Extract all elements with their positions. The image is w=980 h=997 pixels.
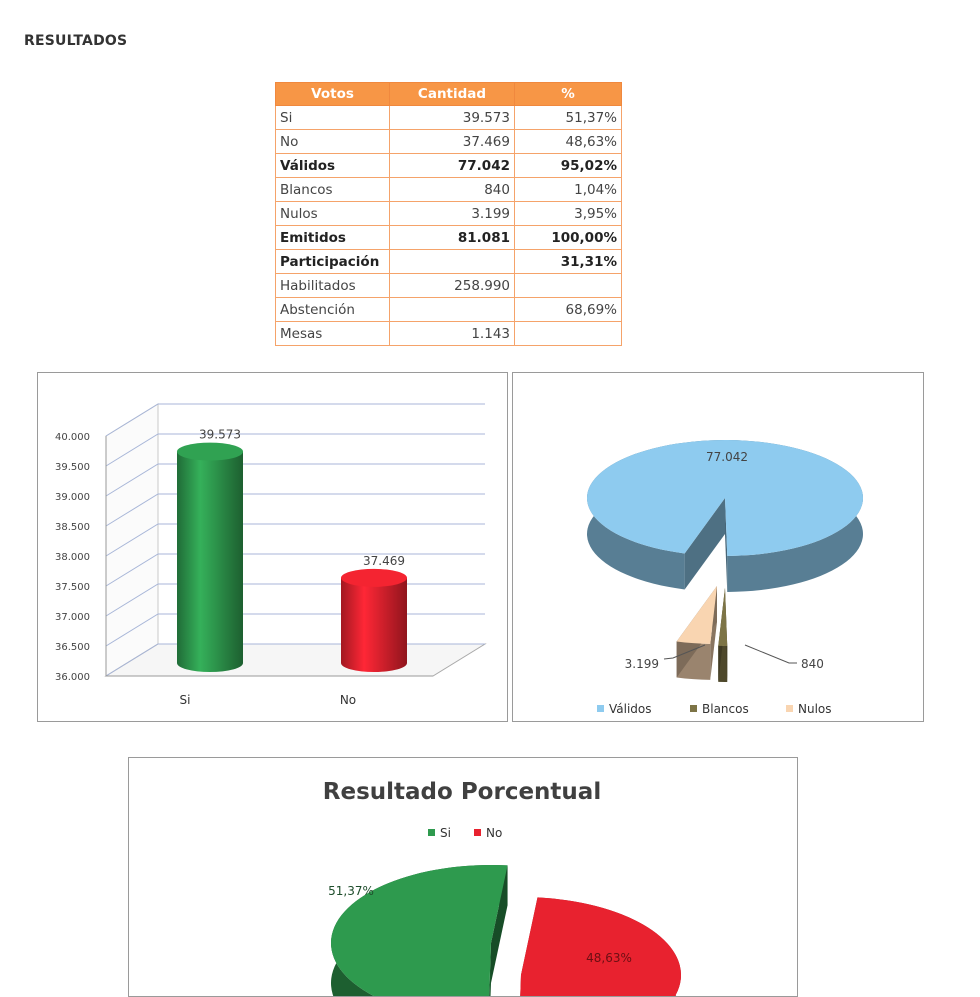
pie-chart-votos bbox=[513, 373, 923, 721]
cell-cantidad: 840 bbox=[390, 178, 515, 202]
cell-cantidad: 77.042 bbox=[390, 154, 515, 178]
cell-votos: Blancos bbox=[276, 178, 390, 202]
table-row bbox=[276, 154, 622, 178]
cell-cantidad: 81.081 bbox=[390, 226, 515, 250]
pie-chart-panel bbox=[512, 372, 924, 722]
percent-chart-panel bbox=[128, 757, 798, 997]
cell-pct: 3,95% bbox=[515, 202, 622, 226]
table-row bbox=[276, 250, 622, 274]
header-pct: % bbox=[515, 83, 622, 106]
pie-slice-nulos bbox=[677, 586, 717, 644]
legend-swatch bbox=[597, 705, 604, 712]
cell-votos: Emitidos bbox=[276, 226, 390, 250]
cell-votos: Nulos bbox=[276, 202, 390, 226]
gridline bbox=[106, 584, 485, 616]
cell-votos: No bbox=[276, 130, 390, 154]
cell-pct: 100,00% bbox=[515, 226, 622, 250]
pie-data-label: 840 bbox=[801, 657, 824, 671]
pie-slice-no bbox=[518, 897, 681, 996]
gridline bbox=[106, 464, 485, 496]
table-row bbox=[276, 298, 622, 322]
y-tick-label: 37.000 bbox=[55, 612, 90, 623]
bar-top-no bbox=[341, 569, 407, 587]
cell-pct bbox=[515, 274, 622, 298]
chart-floor bbox=[106, 644, 485, 676]
cell-pct: 1,04% bbox=[515, 178, 622, 202]
y-tick-label: 36.500 bbox=[55, 642, 90, 653]
y-tick-label: 39.000 bbox=[55, 492, 90, 503]
cell-pct: 31,31% bbox=[515, 250, 622, 274]
cell-votos: Habilitados bbox=[276, 274, 390, 298]
y-tick-label: 39.500 bbox=[55, 462, 90, 473]
cell-votos: Participación bbox=[276, 250, 390, 274]
legend-swatch bbox=[786, 705, 793, 712]
pie-slice-blancos bbox=[718, 588, 727, 646]
table-row bbox=[276, 202, 622, 226]
legend-swatch bbox=[474, 829, 481, 836]
pie-data-label: 48,63% bbox=[586, 951, 632, 965]
gridline bbox=[106, 614, 485, 646]
cell-pct: 95,02% bbox=[515, 154, 622, 178]
results-table-header bbox=[276, 83, 622, 106]
legend-label: No bbox=[486, 826, 503, 840]
bar-top-si bbox=[177, 443, 243, 461]
legend-label: Nulos bbox=[798, 702, 832, 716]
bar-no bbox=[341, 578, 407, 672]
cell-votos: Si bbox=[276, 106, 390, 130]
cell-pct bbox=[515, 322, 622, 346]
bar-chart bbox=[38, 373, 507, 721]
cell-votos: Abstención bbox=[276, 298, 390, 322]
cell-cantidad bbox=[390, 250, 515, 274]
gridline bbox=[106, 524, 485, 556]
legend-label: Blancos bbox=[702, 702, 749, 716]
table-row bbox=[276, 322, 622, 346]
page-heading: RESULTADOS bbox=[24, 33, 128, 49]
legend-label: Si bbox=[440, 826, 451, 840]
x-tick-label: Si bbox=[179, 693, 191, 707]
chart-title: Resultado Porcentual bbox=[322, 779, 602, 805]
y-tick-label: 38.000 bbox=[55, 552, 90, 563]
pie-data-label: 51,37% bbox=[328, 884, 374, 898]
legend-label: Válidos bbox=[609, 702, 652, 716]
cell-pct: 68,69% bbox=[515, 298, 622, 322]
cell-votos: Válidos bbox=[276, 154, 390, 178]
cell-pct: 48,63% bbox=[515, 130, 622, 154]
y-tick-label: 40.000 bbox=[55, 432, 90, 443]
legend-swatch bbox=[690, 705, 697, 712]
results-table bbox=[275, 82, 622, 346]
gridline bbox=[106, 554, 485, 586]
cell-cantidad bbox=[390, 298, 515, 322]
leader-line bbox=[745, 645, 797, 663]
cell-cantidad: 37.469 bbox=[390, 130, 515, 154]
cell-cantidad: 258.990 bbox=[390, 274, 515, 298]
table-row bbox=[276, 178, 622, 202]
y-tick-label: 37.500 bbox=[55, 582, 90, 593]
legend-swatch bbox=[428, 829, 435, 836]
bar-data-label: 37.469 bbox=[363, 553, 405, 568]
table-row bbox=[276, 226, 622, 250]
table-row bbox=[276, 274, 622, 298]
gridline bbox=[106, 404, 485, 436]
pie-data-label: 77.042 bbox=[706, 450, 748, 464]
cell-cantidad: 1.143 bbox=[390, 322, 515, 346]
gridline bbox=[106, 494, 485, 526]
y-tick-label: 36.000 bbox=[55, 672, 90, 683]
bar-si bbox=[177, 452, 243, 672]
cell-cantidad: 39.573 bbox=[390, 106, 515, 130]
table-row bbox=[276, 130, 622, 154]
header-votos: Votos bbox=[276, 83, 390, 106]
cell-votos: Mesas bbox=[276, 322, 390, 346]
pie-data-label: 3.199 bbox=[624, 657, 659, 671]
header-cantidad: Cantidad bbox=[390, 83, 515, 106]
bar-data-label: 39.573 bbox=[199, 427, 241, 442]
pie-chart-porcentual bbox=[129, 758, 797, 996]
table-row bbox=[276, 106, 622, 130]
y-tick-label: 38.500 bbox=[55, 522, 90, 533]
cell-pct: 51,37% bbox=[515, 106, 622, 130]
gridline bbox=[106, 434, 485, 466]
bar-chart-panel bbox=[37, 372, 508, 722]
x-tick-label: No bbox=[339, 693, 357, 707]
cell-cantidad: 3.199 bbox=[390, 202, 515, 226]
